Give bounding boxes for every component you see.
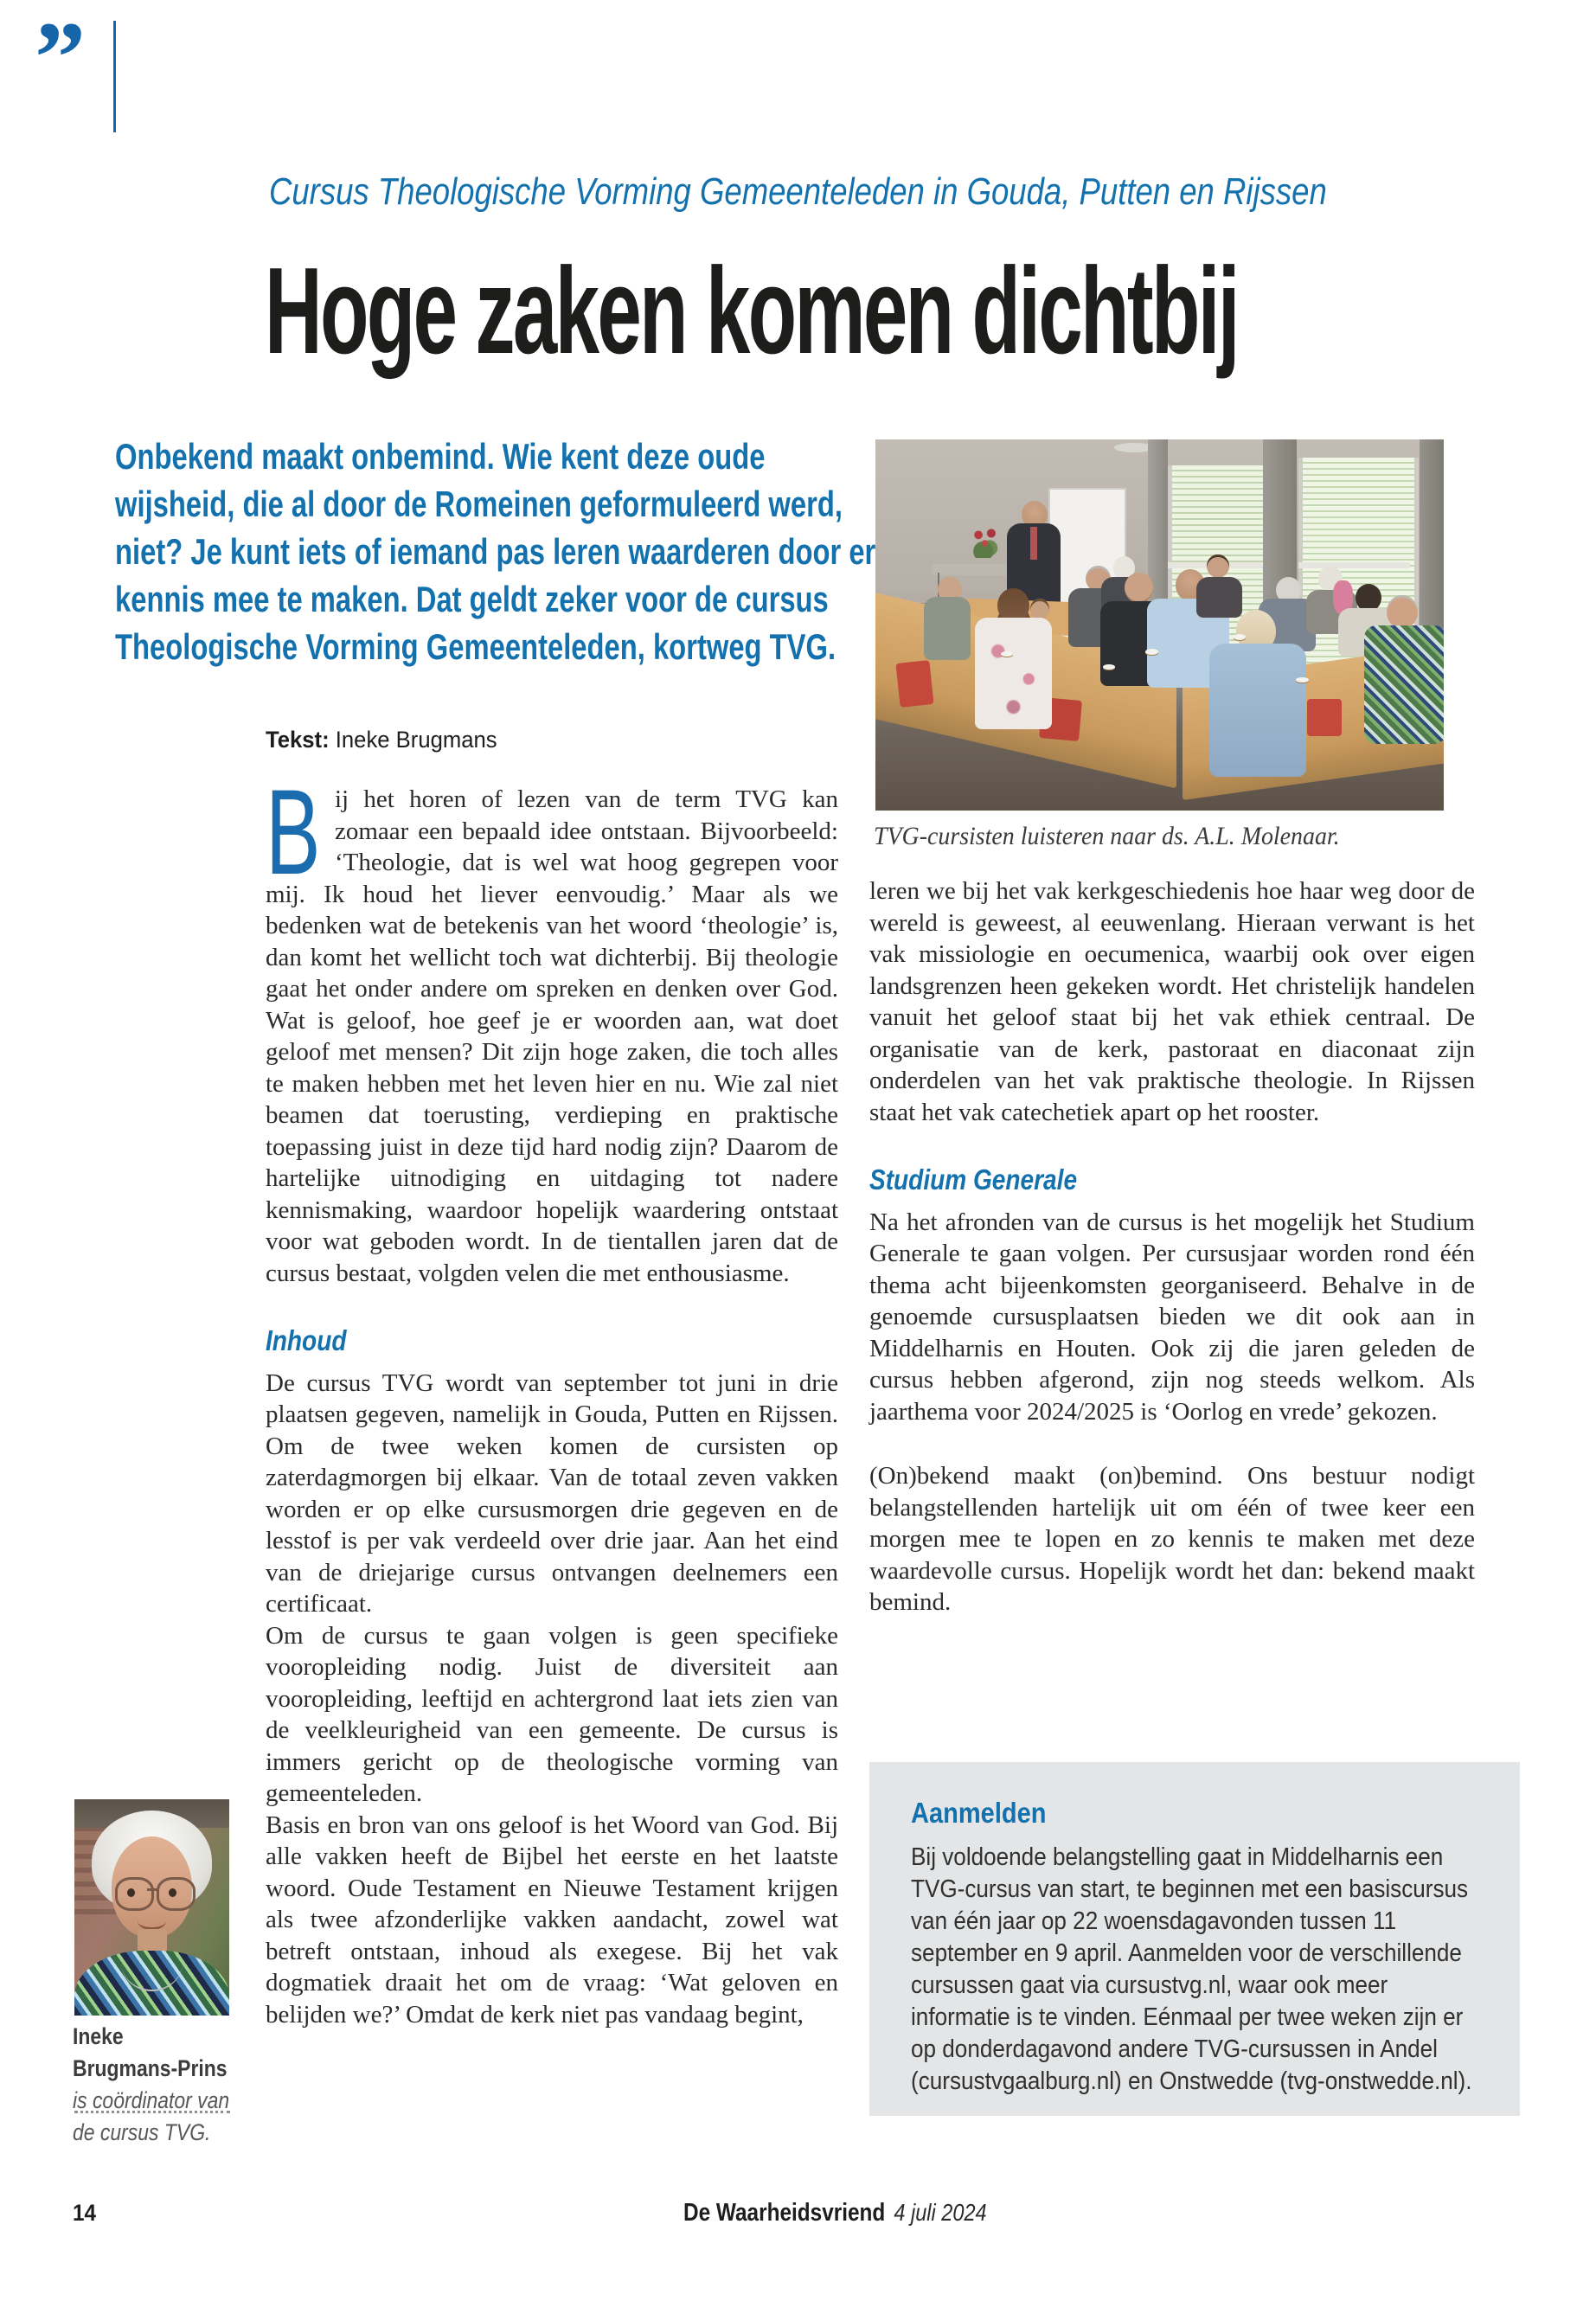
byline-label: Tekst: [266,727,330,753]
photo-person [1364,625,1444,744]
photo-person [924,597,971,660]
studium-paragraph-2: (On)bekend maakt (on)bemind. Ons bestuur nodigt belangstellenden hartelijk uit om één of twee keer een morgen mee te lopen en zo kennis te maken met deze waardevolle cursus. Hopelijk wordt het dan: bekend maakt bemind. [869,1462,1475,1616]
section-heading-inhoud: Inhoud [266,1324,347,1356]
photo-speaker-tie [1030,527,1037,561]
page-number: 14 [73,2200,97,2226]
portrait-mouth [138,1912,165,1930]
kicker: Cursus Theologische Vorming Gemeenteleden in Gouda, Putten en Rijssen [269,170,1327,213]
photo-flower-bouquet [969,525,1000,559]
photo-coffee-cup [1296,677,1308,683]
portrait-necklace [121,1933,183,1991]
inhoud-paragraph-3: Basis en bron van ons geloof is het Woord van God. Bij alle vakken heeft de Bijbel het eerste en het laatste woord. Oude Testament en Nieuwe Testament krijgen als twee afzonderlijke vakken aandacht, zowel wat betreft ontstaan, inhoud als exegese. Bij het vak dogmatiek draait het om de vraag: ‘Wat geloven en belijden we?’ Omdat de kerk niet pas vandaag begint, [266,1811,838,2029]
photo-coffee-cup [1145,649,1157,655]
drop-cap: B [266,784,321,900]
issue-date: 4 juli 2024 [894,2199,987,2226]
section-heading-studium-generale: Studium Generale [869,1163,1078,1195]
vertical-rule [113,21,116,132]
portrait-caption [73,2021,232,2149]
photo-red-chair [896,660,935,708]
inhoud-paragraph-1: De cursus TVG wordt van september tot juni in drie plaatsen gegeven, namelijk in Gouda, Putten en Rijssen. Om de twee weken komen de cursisten op zaterdagmorgen bij elkaar. Van de totaal zeven vakken worden er op elke cursusmorgen drie gegeven en de lesstof is per vak verdeeld over drie jaar. Aan het eind van de driejarige cursus ontvangen deelnemers een certificaat. [266,1368,838,1618]
photo-red-chair [1307,699,1341,736]
intro-paragraph: Onbekend maakt onbemind. Wie kent deze oude wijsheid, die al door de Romeinen geformuleerd werd, niet? Je kunt iets of iemand pas leren waarderen door er kennis mee te maken. Dat geldt zeker voor de cursus Theologische Vorming Gemeenteleden, kortweg TVG. [115,436,876,667]
byline [266,727,497,753]
footer [683,2199,987,2227]
portrait-name: Ineke Brugmans-Prins [73,2023,228,2081]
lead-paragraph [266,784,838,1289]
portrait-eye [127,1888,135,1897]
magazine-name: De Waarheidsvriend [683,2199,886,2227]
portrait-photo [74,1799,229,2016]
aanmelden-text: Bij voldoende belangstelling gaat in Middelharnis een TVG-cursus van start, te beginnen met een basiscursus van één jaar op 22 woensdagavonden tussen 11 september en 9 april. Aanmelden voor de verschillende cursussen gaat via cursustvg.nl, waar ook meer informatie is te vinden. Eénmaal per twee weken zijn er op donderdagavond andere TVG-cursussen in Andel (cursustvgaalburg.nl) en Onstwedde (tvg-onstwedde.nl). [911,1843,1472,2095]
lead-text: ij het horen of lezen van de term TVG kan zomaar een bepaald idee ontstaan. Bijvoorbeeld: ‘Theologie, dat is wel wat hoog gegrepen voor mij. Ik houd het liever eenvoudig.’ Maar als we bedenken wat de betekenis van het woord ‘theologie’ is, dan komt het wellicht toch wat dichterbij. Bij theologie gaat het onder andere om spreken en denken over God. Wat is geloof, hoe geef je er woorden aan, wat doet geloof met mensen? Dit zijn hoge zaken, die toch alles te maken hebben met het leven hier en nu. Wie zal niet beamen dat toerusting, verdieping en praktische toepassing juist in deze tijd hard nodig zijn? Daarom de hartelijke uitnodiging en uitdaging tot nadere kennismaking, waardoor hopelijk waardering ontstaat voor wat geboden wordt. In de tientallen jaren dat de cursus bestaat, volgden velen die met enthousiasme. [266,785,838,1287]
portrait-role: is coördinator van de cursus TVG. [73,2087,230,2145]
photo-window-bar [1298,562,1409,568]
photo-caption: TVG-cursisten luisteren naar ds. A.L. Molenaar. [874,822,1340,850]
dotted-divider [74,2111,230,2113]
quote-mark-icon: ” [35,1,86,114]
inhoud-paragraph-2: Om de cursus te gaan volgen is geen specifieke vooropleiding nodig. Juist de diversiteit aan vooropleiding, leeftijd en achtergrond laat iets zien van de veelkleurigheid van een gemeente. De cursus is immers gericht op de theologische vorming van gemeenteleden. [266,1621,838,1807]
aanmelden-heading: Aanmelden [911,1797,1047,1829]
photo-person [1125,573,1153,602]
byline-name: Ineke Brugmans [335,727,497,753]
photo-person [1209,644,1306,777]
portrait-glasses-bridge [147,1888,158,1891]
aanmelden-box [869,1762,1520,2116]
photo-person [1196,577,1242,618]
classroom-photo [875,439,1444,811]
portrait-eye [169,1888,176,1897]
right-paragraph-1: leren we bij het vak kerkgeschiedenis hoe haar weg door de wereld is geweest, al eeuwenlang. Hieraan verwant is het vak missiologie en oecumenica, waarbij ook over eigen landsgrenzen heen gekeken wordt. Het christelijk handelen vanuit het geloof staat bij het vak ethiek centraal. De organisatie van de kerk, pastoraat en diaconaat zijn onderdelen van het vak praktische theologie. In Rijssen staat het vak catechetiek apart op het rooster. [869,877,1475,1126]
right-column [869,875,1475,1618]
page-title: Hoge zaken komen dichtbij [265,242,1238,380]
photo-person [1207,554,1229,578]
left-column [266,784,838,2120]
photo-person [975,618,1052,729]
photo-side-table [933,564,1018,575]
studium-paragraph-1: Na het afronden van de cursus is het mogelijk het Studium Generale te gaan volgen. Per cursusjaar worden rond één thema acht bijeenkomsten georganiseerd. Behalve in de genoemde cursusplaatsen bieden we dit ook aan in Middelharnis en Houten. Ook zij die jaren geleden de cursus hebben afgerond, zijn nog steeds welkom. Als jaarthema voor 2024/2025 is ‘Oorlog en vrede’ gekozen. [869,1208,1475,1426]
photo-person [1387,595,1418,629]
